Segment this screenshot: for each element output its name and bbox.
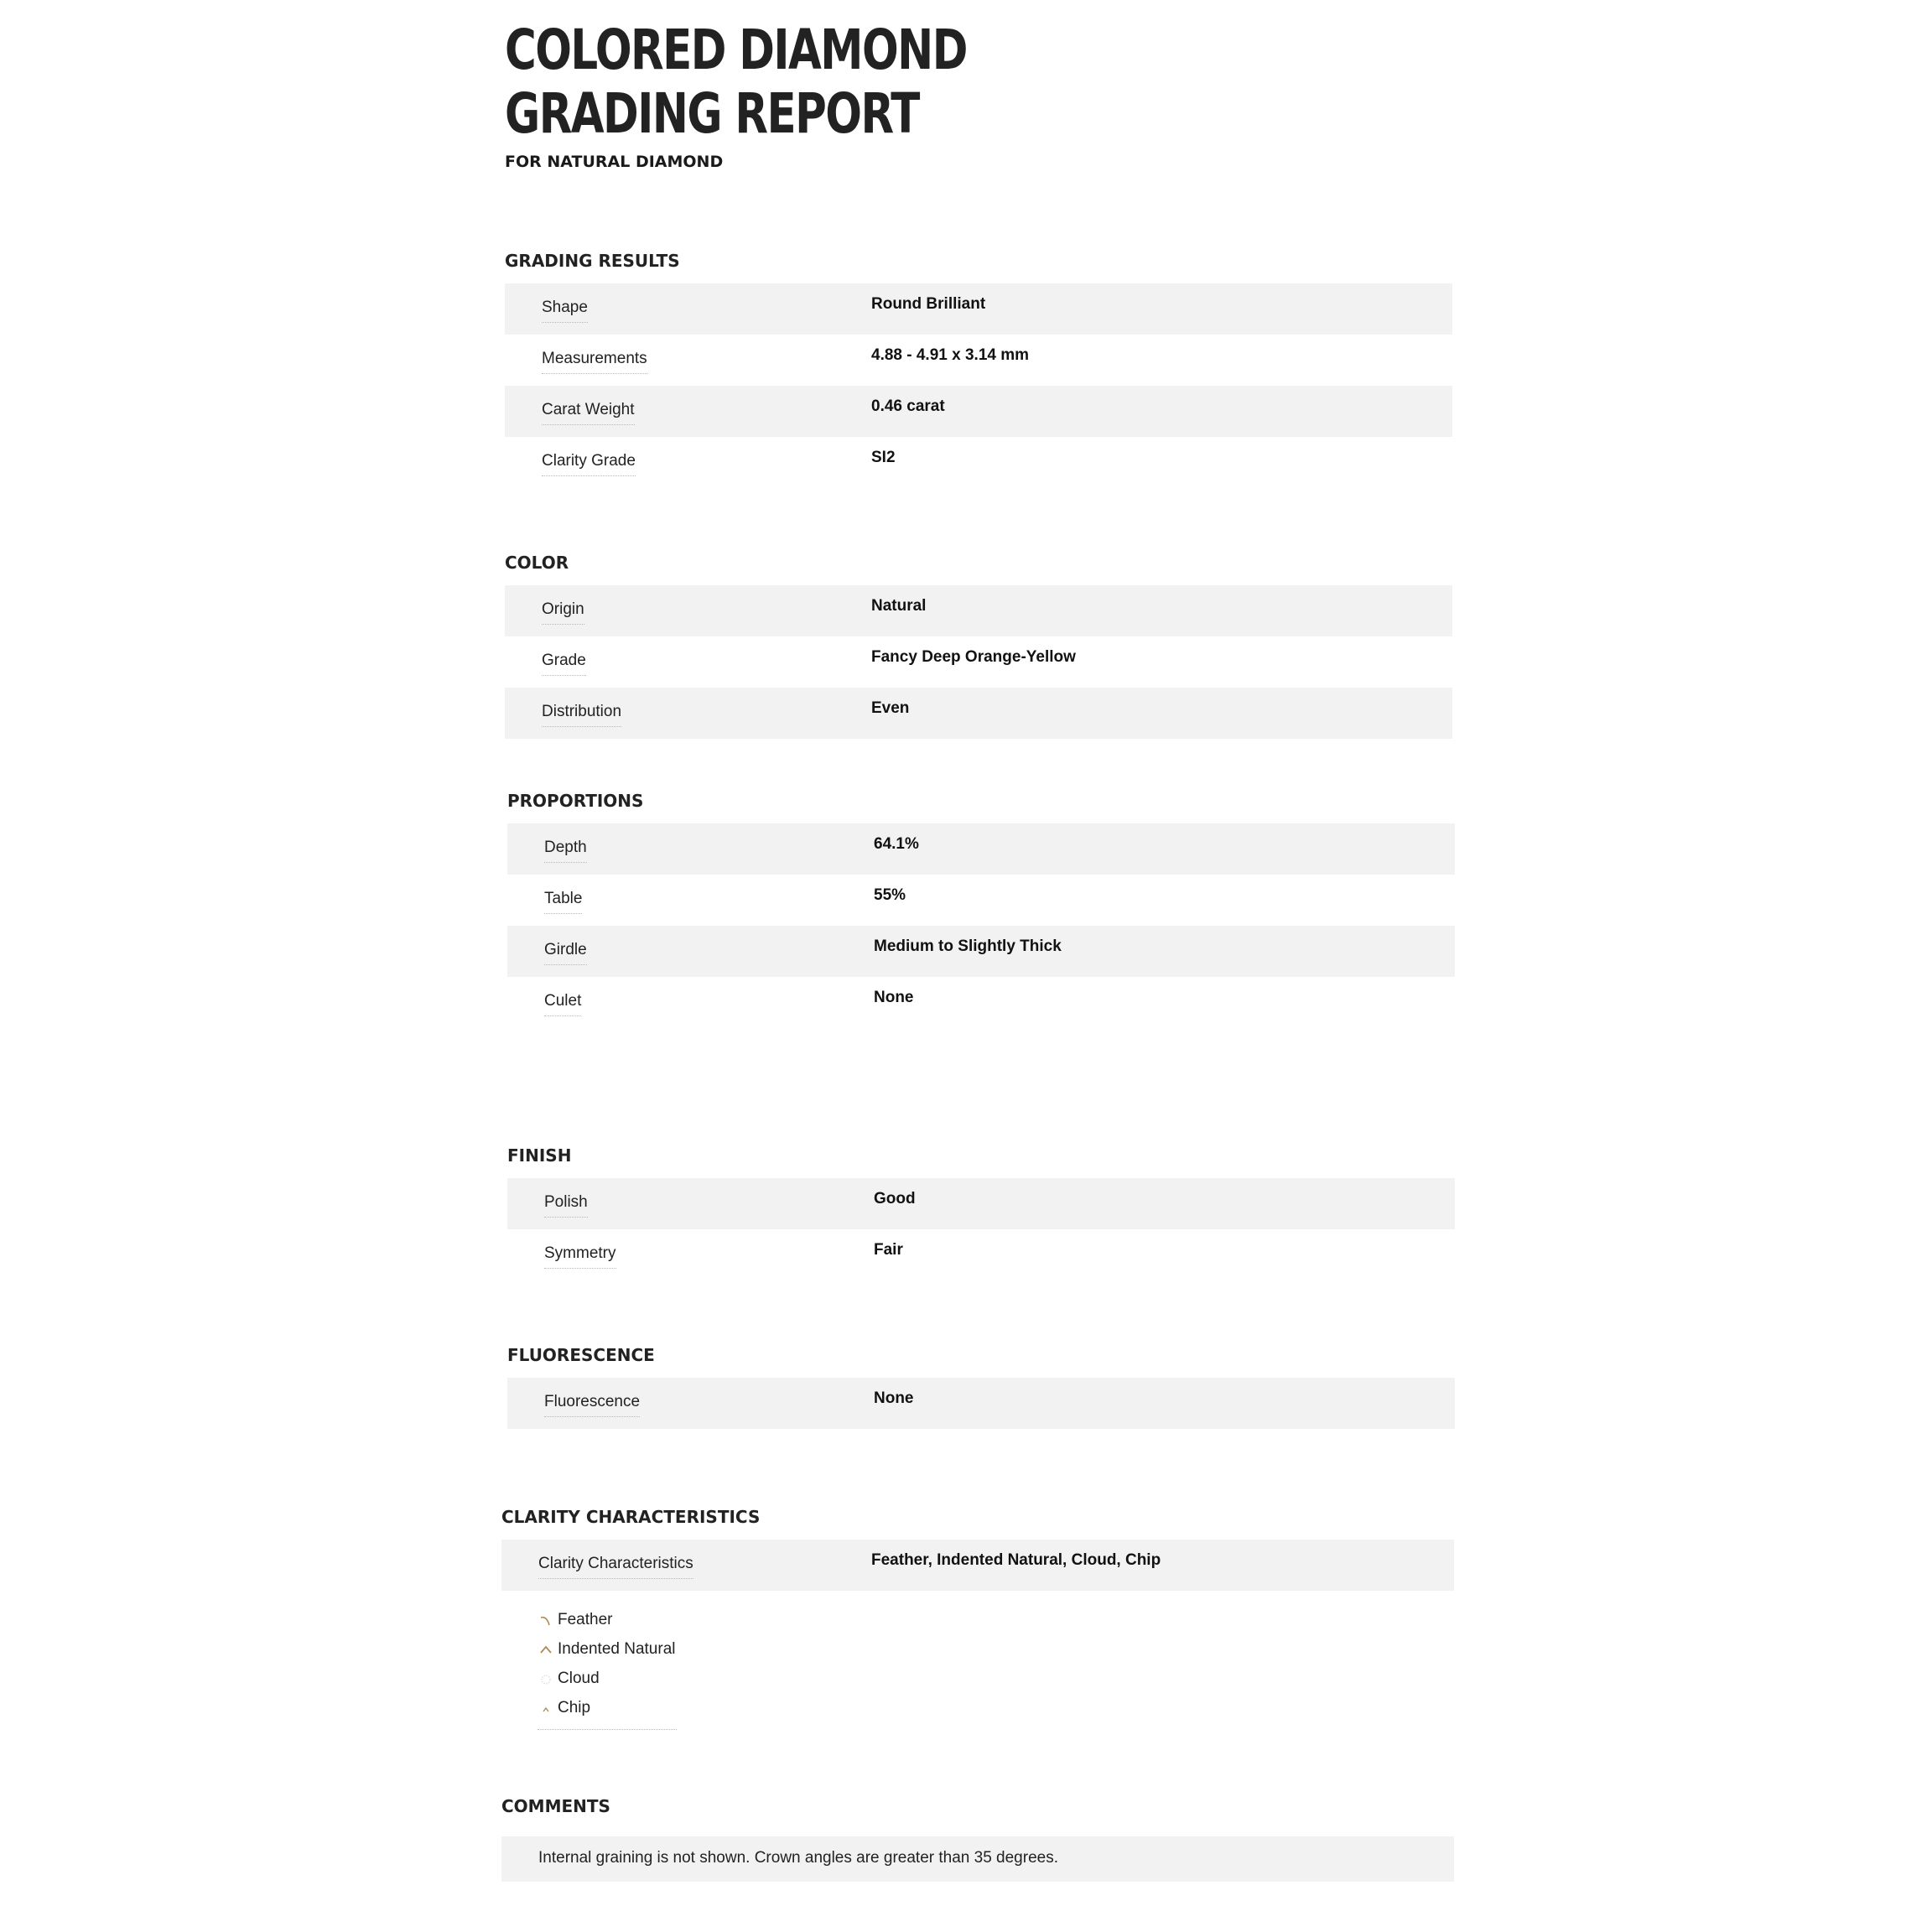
section-proportions	[507, 785, 1455, 1028]
legend-item-cloud	[538, 1664, 677, 1693]
section-title: FLUORESCENCE	[507, 1345, 655, 1365]
row-value: 0.46 carat	[871, 397, 945, 415]
row-label[interactable]: Fluorescence	[544, 1393, 640, 1417]
row-label[interactable]: Table	[544, 890, 582, 914]
row-value: 4.88 - 4.91 x 3.14 mm	[871, 346, 1030, 364]
row-polish	[507, 1178, 1455, 1229]
row-symmetry	[507, 1229, 1455, 1280]
row-grade	[505, 636, 1452, 688]
section-title: PROPORTIONS	[507, 791, 644, 811]
legend-item-indented-natural	[538, 1634, 677, 1664]
row-value: Fancy Deep Orange-Yellow	[871, 648, 1076, 666]
row-measurements	[505, 335, 1452, 386]
row-value: Round Brilliant	[871, 295, 986, 313]
row-label[interactable]: Measurements	[542, 350, 647, 374]
row-label[interactable]: Carat Weight	[542, 401, 635, 425]
legend-label: Chip	[558, 1699, 591, 1716]
row-label[interactable]: Polish	[544, 1193, 588, 1218]
section-title: COMMENTS	[501, 1796, 610, 1816]
row-label[interactable]: Origin	[542, 600, 584, 625]
row-table	[507, 875, 1455, 926]
row-origin	[505, 585, 1452, 636]
row-value: 64.1%	[874, 835, 919, 853]
row-distribution	[505, 688, 1452, 739]
row-label[interactable]: Depth	[544, 839, 587, 863]
section-fluorescence	[507, 1339, 1455, 1429]
section-title: CLARITY CHARACTERISTICS	[501, 1507, 761, 1527]
legend-label: Indented Natural	[558, 1640, 676, 1658]
report-subtitle: FOR NATURAL DIAMOND	[505, 153, 724, 171]
row-label[interactable]: Symmetry	[544, 1244, 616, 1269]
row-value: SI2	[871, 449, 896, 466]
row-label[interactable]: Girdle	[544, 941, 587, 965]
row-clarity-characteristics	[501, 1540, 1454, 1591]
section-title: FINISH	[507, 1145, 572, 1166]
chip-icon	[539, 1693, 553, 1722]
row-value: Medium to Slightly Thick	[874, 937, 1062, 955]
clarity-legend	[538, 1605, 677, 1730]
legend-item-feather	[538, 1605, 677, 1634]
row-label[interactable]: Culet	[544, 992, 581, 1016]
row-girdle	[507, 926, 1455, 977]
row-value: 55%	[874, 886, 906, 904]
section-color	[505, 547, 1452, 739]
row-label[interactable]: Grade	[542, 652, 586, 676]
row-value: None	[874, 1389, 914, 1407]
row-value: Fair	[874, 1241, 903, 1259]
row-label[interactable]: Shape	[542, 299, 588, 323]
section-title: GRADING RESULTS	[505, 251, 680, 271]
legend-item-chip	[538, 1693, 677, 1722]
feather-icon	[539, 1605, 553, 1634]
row-label[interactable]: Clarity Characteristics	[538, 1555, 693, 1579]
cloud-icon	[539, 1664, 553, 1693]
row-value: Natural	[871, 597, 927, 615]
section-grading-results	[505, 245, 1452, 488]
row-label[interactable]: Clarity Grade	[542, 452, 636, 476]
row-value: Feather, Indented Natural, Cloud, Chip	[871, 1551, 1161, 1569]
indented-natural-icon	[539, 1634, 553, 1664]
report-title: COLORED DIAMOND GRADING REPORT	[505, 18, 967, 146]
legend-label: Cloud	[558, 1670, 600, 1687]
section-finish	[507, 1140, 1455, 1280]
row-value: Even	[871, 699, 910, 717]
section-clarity-characteristics	[501, 1501, 1454, 1591]
row-carat-weight	[505, 386, 1452, 437]
row-culet	[507, 977, 1455, 1028]
row-label[interactable]: Distribution	[542, 703, 621, 727]
section-title: COLOR	[505, 553, 569, 573]
comments-box	[501, 1836, 1454, 1882]
row-value: None	[874, 989, 914, 1006]
row-clarity-grade	[505, 437, 1452, 488]
section-comments	[501, 1790, 1454, 1822]
row-value: Good	[874, 1190, 916, 1208]
row-fluorescence	[507, 1378, 1455, 1429]
comments-text: Internal graining is not shown. Crown angles are greater than 35 degrees.	[538, 1849, 1058, 1867]
legend-label: Feather	[558, 1611, 613, 1628]
row-shape	[505, 283, 1452, 335]
row-depth	[507, 823, 1455, 875]
